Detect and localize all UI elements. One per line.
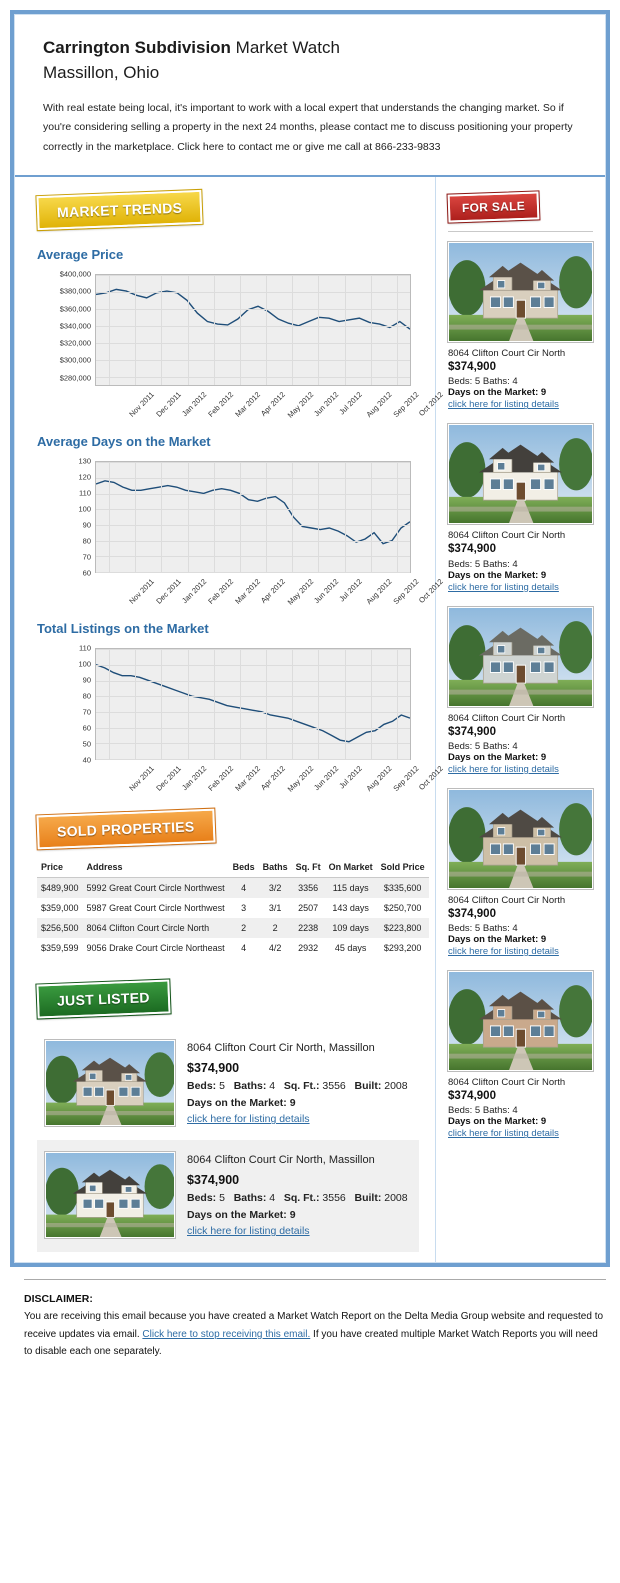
for-sale-days-on-market: Days on the Market: 9 (448, 1116, 547, 1128)
chart-2-vgridline (161, 649, 162, 759)
chart-2-xtick: May 2012 (285, 764, 316, 794)
chart-2-xtick: Dec 2011 (153, 764, 183, 793)
chart-0-xtick: Apr 2012 (258, 390, 287, 419)
sold-cell-on-market: 109 days (325, 918, 377, 938)
chart-0-vgridline (292, 275, 293, 385)
sold-col-header: Address (83, 858, 229, 878)
chart-1-xtick: Jul 2012 (337, 577, 364, 604)
sold-cell-price: $256,500 (37, 918, 83, 938)
for-sale-card (448, 789, 593, 957)
chart-0-ylabels (37, 269, 91, 386)
chart-1-xtick: Jan 2012 (179, 577, 209, 606)
chart-0-xtick: Jan 2012 (179, 390, 209, 419)
just-listed-banner: JUST LISTED (36, 980, 170, 1019)
sold-cell-sold-price: $223,800 (377, 918, 429, 938)
for-sale-address: 8064 Clifton Court Cir North (448, 1077, 566, 1089)
chart-0-gridline (96, 326, 410, 327)
sold-cell-sold-price: $335,600 (377, 878, 429, 899)
chart-2-ytick: 80 (82, 691, 91, 701)
chart-0-ytick: $380,000 (59, 286, 91, 296)
chart-1-vgridline (292, 462, 293, 572)
chart-1-vgridline (397, 462, 398, 572)
sold-col-header: Beds (229, 858, 259, 878)
chart-1-gridline (96, 462, 410, 463)
disclaimer-body (24, 1308, 606, 1361)
chart-2-vgridline (135, 649, 136, 759)
sold-cell-beds: 4 (229, 878, 259, 899)
chart-1-vgridline (161, 462, 162, 572)
chart-2-ytick: 40 (82, 755, 91, 765)
for-sale-beds-baths: Beds: 5 Baths: 4 (448, 1105, 518, 1117)
for-sale-photo[interactable] (448, 424, 593, 524)
listing-details-link[interactable]: click here for listing details (187, 1225, 310, 1238)
for-sale-photo[interactable] (448, 971, 593, 1071)
chart-0-xtick: Aug 2012 (364, 390, 394, 420)
chart-1-gridline (96, 478, 410, 479)
chart-1-xtick: Jun 2012 (311, 577, 340, 606)
sold-cell-sold-price: $250,700 (383, 903, 422, 914)
for-sale-beds-baths: Beds: 5 Baths: 4 (448, 558, 518, 570)
chart-2-xtick: Nov 2011 (127, 764, 157, 793)
for-sale-price: $374,900 (448, 1090, 496, 1103)
chart-1-vgridline (214, 462, 215, 572)
listing-info (187, 1040, 408, 1128)
listing-price: $374,900 (187, 1172, 240, 1187)
for-sale-card (448, 242, 593, 410)
just-listed-item (37, 1140, 419, 1252)
chart-0-gridline (96, 292, 410, 293)
chart-2-ytick: 100 (78, 659, 91, 669)
chart-average-price (37, 269, 445, 420)
sold-properties-banner-wrap (37, 812, 419, 852)
chart-0-vgridline (397, 275, 398, 385)
chart-0-vgridline (161, 275, 162, 385)
chart-2-gridline (96, 681, 410, 682)
page-title (43, 37, 577, 60)
chart-1-ytick: 130 (78, 456, 91, 466)
for-sale-price: $374,900 (448, 725, 496, 738)
chart-0-gridline (96, 360, 410, 361)
chart-2-xtick: Mar 2012 (232, 764, 262, 793)
sold-cell-on-market: 143 days (332, 903, 369, 914)
for-sale-details-link[interactable]: click here for listing details (448, 399, 559, 411)
chart-0-vgridline (345, 275, 346, 385)
sold-cell-beds: 2 (229, 918, 259, 938)
chart-0-ytick: $300,000 (59, 355, 91, 365)
chart-0-xtick: Jun 2012 (311, 390, 340, 419)
sold-cell-beds: 3 (241, 903, 247, 914)
sold-col-header: On Market (325, 858, 377, 878)
sold-cell-baths: 3/1 (268, 903, 282, 914)
chart-2-gridline (96, 728, 410, 729)
chart-2-vgridline (345, 649, 346, 759)
chart-1-vgridline (188, 462, 189, 572)
table-row (37, 918, 429, 938)
chart-1-xtick: Dec 2011 (153, 577, 183, 606)
for-sale-address: 8064 Clifton Court Cir North (448, 712, 566, 724)
for-sale-list (448, 242, 593, 1139)
sold-table-head (37, 858, 429, 878)
chart-0-xtick: Dec 2011 (153, 390, 183, 419)
disclaimer-text-2: If you have created multiple Market Watch Reports you will need to disable each one separately. (24, 1328, 598, 1358)
chart-1-vgridline (318, 462, 319, 572)
chart-2-gridline (96, 696, 410, 697)
chart-0-vgridline (371, 275, 372, 385)
for-sale-days-on-market: Days on the Market: 9 (448, 934, 547, 946)
chart-1-vgridline (240, 462, 241, 572)
chart-2-xtick: Jul 2012 (337, 764, 364, 791)
chart-1-gridline (96, 494, 410, 495)
for-sale-card (448, 971, 593, 1139)
sold-cell-address: 5987 Great Court Circle Northwest (86, 903, 225, 914)
chart-0-xtick: Oct 2012 (416, 390, 445, 419)
chart-2-vgridline (292, 649, 293, 759)
sold-properties-table (37, 858, 429, 958)
chart-1-xtick: Sep 2012 (390, 577, 420, 607)
chart-0-ytick: $360,000 (59, 304, 91, 314)
chart-2-xtick: Apr 2012 (258, 764, 287, 793)
chart-2-vgridline (266, 649, 267, 759)
chart-1-gridline (96, 509, 410, 510)
chart-title-total-listings: Total Listings on the Market (37, 621, 209, 637)
chart-2-xtick: Sep 2012 (390, 764, 420, 794)
sold-cell-sqft: 2932 (298, 943, 319, 954)
chart-average-days-on-market (37, 456, 445, 607)
listing-details-link[interactable]: click here for listing details (187, 1113, 310, 1126)
for-sale-price: $374,900 (448, 907, 496, 920)
page-title-subdivision: Carrington Subdivision (43, 38, 231, 57)
chart-1-ytick: 120 (78, 472, 91, 482)
chart-0-xlabels (95, 388, 445, 422)
table-row (37, 898, 429, 918)
for-sale-beds-baths: Beds: 5 Baths: 4 (448, 376, 518, 388)
chart-0-vgridline (266, 275, 267, 385)
chart-0-vgridline (135, 275, 136, 385)
chart-1-xtick: Oct 2012 (416, 577, 445, 606)
chart-1-vgridline (109, 462, 110, 572)
chart-1-xtick: Mar 2012 (232, 577, 262, 606)
sold-cell-price: $359,599 (41, 943, 79, 954)
chart-2-xtick: Feb 2012 (206, 764, 236, 793)
header-paragraph: With real estate being local, it's important to work with a local expert that understands the changing market. So if you're considering selling a property in the next 24 months, please contact me to discuss positioning your property correctly in the marketplace. Click here to contact me or give me call at 866-233-9833 (43, 101, 573, 153)
chart-0-vgridline (240, 275, 241, 385)
listing-days-on-market: Days on the Market: 9 (187, 1208, 296, 1221)
for-sale-divider (448, 231, 593, 232)
sold-cell-baths: 3/2 (259, 878, 292, 899)
chart-2-ylabels (37, 643, 91, 765)
chart-1-ytick: 100 (78, 504, 91, 514)
listing-specs: Beds: 5 Baths: 4 Sq. Ft.: 3556 Built: 2008 (187, 1079, 408, 1092)
sold-cell-price: $359,000 (41, 903, 79, 914)
chart-1-plot (95, 461, 411, 573)
sold-col-header: Baths (259, 858, 292, 878)
sold-cell-price: $489,900 (37, 878, 83, 899)
for-sale-address: 8064 Clifton Court Cir North (448, 894, 566, 906)
just-listed-list (37, 1028, 419, 1252)
for-sale-details-link[interactable]: click here for listing details (448, 946, 559, 958)
chart-0-gridline (96, 377, 410, 378)
chart-0-xtick: Feb 2012 (206, 390, 236, 419)
chart-1-vgridline (345, 462, 346, 572)
chart-0-gridline (96, 309, 410, 310)
chart-2-gridline (96, 712, 410, 713)
listing-address: 8064 Clifton Court Cir North, Massillon (187, 1154, 375, 1167)
chart-2-vgridline (188, 649, 189, 759)
chart-0-ytick: $280,000 (59, 373, 91, 383)
chart-1-xtick: Apr 2012 (258, 577, 287, 606)
chart-2-xtick: Aug 2012 (364, 764, 394, 794)
sold-cell-on-market: 45 days (334, 943, 367, 954)
market-watch-page (0, 10, 620, 1361)
sold-cell-sqft: 2507 (298, 903, 319, 914)
table-row (37, 938, 429, 958)
report-body (15, 177, 605, 1262)
chart-1-gridline (96, 541, 410, 542)
chart-2-vgridline (240, 649, 241, 759)
chart-0-gridline (96, 343, 410, 344)
table-row (37, 878, 429, 899)
chart-1-ytick: 90 (82, 520, 91, 530)
page-frame (10, 10, 610, 1267)
just-listed-item (37, 1028, 419, 1140)
chart-2-xtick: Oct 2012 (416, 764, 445, 793)
for-sale-days-on-market: Days on the Market: 9 (448, 387, 547, 399)
report-header (15, 15, 605, 177)
sold-table-header-row (37, 858, 429, 878)
chart-1-ytick: 110 (79, 488, 91, 498)
for-sale-banner: FOR SALE (448, 192, 540, 223)
sold-cell-baths: 2 (259, 918, 292, 938)
chart-total-listings (37, 643, 445, 794)
just-listed-banner-wrap (37, 982, 419, 1022)
chart-1-gridline (96, 556, 410, 557)
chart-1-xtick: Feb 2012 (206, 577, 236, 606)
left-column (15, 177, 445, 1262)
chart-2-vgridline (397, 649, 398, 759)
sold-cell-sqft: 3356 (292, 878, 325, 899)
chart-2-plot (95, 648, 411, 760)
market-trends-banner-wrap (37, 193, 419, 233)
for-sale-photo[interactable] (448, 789, 593, 889)
chart-1-xlabels (95, 575, 445, 609)
chart-0-xtick: Jul 2012 (337, 390, 364, 417)
chart-2-gridline (96, 759, 410, 760)
page-subtitle: Massillon, Ohio (43, 62, 160, 82)
chart-2-ytick: 50 (82, 739, 91, 749)
chart-1-ytick: 60 (82, 568, 91, 578)
for-sale-beds-baths: Beds: 5 Baths: 4 (448, 740, 518, 752)
chart-2-ytick: 110 (79, 643, 91, 653)
disclaimer (24, 1279, 606, 1361)
chart-2-gridline (96, 665, 410, 666)
chart-2-xtick: Jan 2012 (179, 764, 209, 793)
for-sale-beds-baths: Beds: 5 Baths: 4 (448, 923, 518, 935)
for-sale-price: $374,900 (448, 361, 496, 374)
chart-1-gridline (96, 525, 410, 526)
chart-1-xtick: Nov 2011 (127, 577, 157, 606)
listing-specs: Beds: 5 Baths: 4 Sq. Ft.: 3556 Built: 2008 (187, 1191, 408, 1204)
market-trends-banner: MARKET TRENDS (36, 190, 202, 230)
for-sale-days-on-market: Days on the Market: 9 (448, 569, 547, 581)
chart-title-avg-days-on-market: Average Days on the Market (37, 434, 211, 450)
for-sale-details-link[interactable]: click here for listing details (448, 1128, 559, 1140)
chart-0-xtick: Mar 2012 (232, 390, 262, 419)
listing-photo[interactable] (45, 1152, 175, 1238)
chart-2-ytick: 70 (82, 707, 91, 717)
sold-table-body (37, 878, 429, 959)
chart-1-ytick: 70 (82, 552, 91, 562)
chart-0-xtick: Sep 2012 (390, 390, 420, 420)
for-sale-card (448, 424, 593, 592)
sold-cell-sqft: 2238 (292, 918, 325, 938)
sold-cell-address: 8064 Clifton Court Circle North (83, 918, 229, 938)
listing-price: $374,900 (187, 1060, 240, 1075)
unsubscribe-link[interactable]: Click here to stop receiving this email. (142, 1328, 311, 1340)
chart-2-xtick: Jun 2012 (311, 764, 340, 793)
right-column (435, 177, 605, 1262)
chart-0-plot (95, 274, 411, 386)
chart-1-xtick: May 2012 (285, 577, 316, 607)
for-sale-photo[interactable] (448, 607, 593, 707)
chart-2-gridline (96, 649, 410, 650)
chart-2-vgridline (214, 649, 215, 759)
chart-2-xlabels (95, 762, 445, 796)
sold-col-header: Sold Price (377, 858, 429, 878)
for-sale-price: $374,900 (448, 543, 496, 556)
listing-address: 8064 Clifton Court Cir North, Massillon (187, 1042, 375, 1055)
chart-2-ytick: 60 (82, 723, 91, 733)
listing-days-on-market: Days on the Market: 9 (187, 1096, 296, 1109)
chart-1-ytick: 80 (82, 536, 91, 546)
sold-col-header: Sq. Ft (292, 858, 325, 878)
listing-info (187, 1152, 408, 1240)
sold-cell-sold-price: $293,200 (383, 943, 422, 954)
chart-1-ylabels (37, 456, 91, 578)
disclaimer-title: DISCLAIMER: (24, 1293, 93, 1306)
chart-0-ytick: $400,000 (59, 269, 91, 279)
chart-1-xtick: Aug 2012 (364, 577, 394, 607)
sold-cell-baths: 4/2 (268, 943, 282, 954)
chart-0-vgridline (188, 275, 189, 385)
listing-photo[interactable] (45, 1040, 175, 1126)
disclaimer-text-1: You are receiving this email because you have created a Market Watch Report on the Delta Media Group website and requested to receive updates via email. (24, 1311, 604, 1340)
sold-cell-address: 9056 Drake Court Circle Northeast (86, 943, 225, 954)
sold-cell-beds: 4 (241, 943, 247, 954)
chart-1-gridline (96, 572, 410, 573)
chart-2-vgridline (109, 649, 110, 759)
chart-0-vgridline (214, 275, 215, 385)
page-title-suffix: Market Watch (230, 38, 340, 57)
for-sale-address: 8064 Clifton Court Cir North (448, 530, 566, 542)
sold-properties-banner: SOLD PROPERTIES (36, 809, 215, 850)
chart-0-ytick: $320,000 (59, 338, 91, 348)
chart-2-ytick: 90 (82, 675, 91, 685)
chart-0-vgridline (318, 275, 319, 385)
for-sale-details-link[interactable]: click here for listing details (448, 581, 559, 593)
chart-2-vgridline (371, 649, 372, 759)
chart-1-vgridline (371, 462, 372, 572)
for-sale-days-on-market: Days on the Market: 9 (448, 751, 547, 763)
chart-0-xtick: May 2012 (285, 390, 316, 420)
chart-0-ytick: $340,000 (59, 321, 91, 331)
chart-title-average-price: Average Price (37, 247, 124, 263)
for-sale-address: 8064 Clifton Court Cir North (448, 348, 566, 360)
chart-2-vgridline (318, 649, 319, 759)
chart-1-vgridline (266, 462, 267, 572)
for-sale-banner-wrap (448, 193, 593, 225)
chart-0-gridline (96, 275, 410, 276)
chart-0-vgridline (109, 275, 110, 385)
for-sale-details-link[interactable]: click here for listing details (448, 763, 559, 775)
sold-col-header: Price (37, 858, 83, 878)
for-sale-card (448, 607, 593, 775)
chart-1-vgridline (135, 462, 136, 572)
sold-cell-on-market: 115 days (325, 878, 377, 899)
for-sale-photo[interactable] (448, 242, 593, 342)
chart-0-xtick: Nov 2011 (127, 390, 157, 419)
page-inner (14, 14, 606, 1263)
chart-2-gridline (96, 743, 410, 744)
sold-cell-address: 5992 Great Court Circle Northwest (83, 878, 229, 899)
